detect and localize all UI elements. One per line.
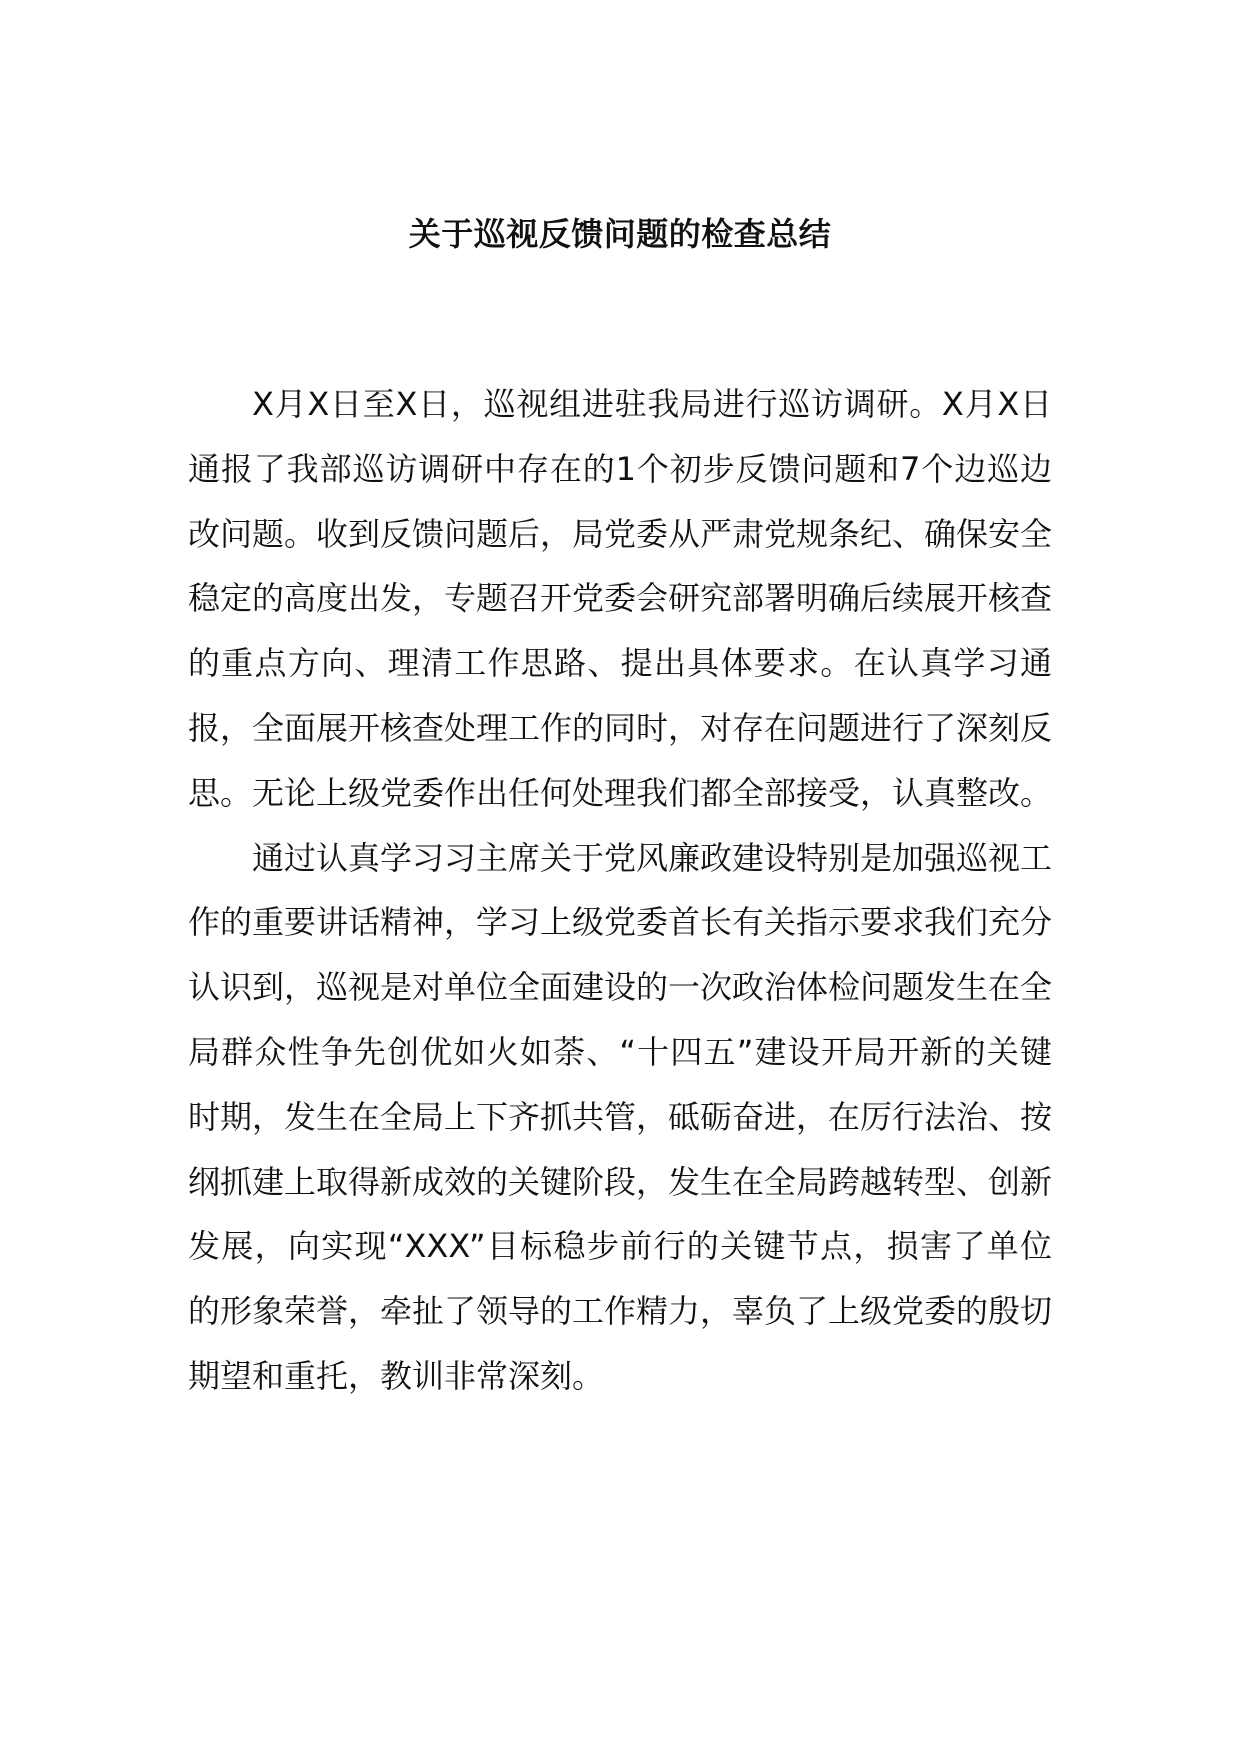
body-paragraph-1: X月X日至X日，巡视组进驻我局进行巡访调研。X月X日通报了我部巡访调研中存在的1个初步反馈问题和7个边巡边改问题。收到反馈问题后，局党委从严肃党规条纪、确保安全稳定的高度出发，专题召开党委会研究部署明确后续展开核查的重点方向、理清工作思路、提出具体要求。在认真学习通报，全面展开核查处理工作的同时，对存在问题进行了深刻反思。无论上级党委作出任何处理我们都全部接受，认真整改。 <box>188 385 1053 812</box>
document-body <box>188 372 1052 1409</box>
document-title: 关于巡视反馈问题的检查总结 <box>408 215 832 253</box>
body-paragraph-2: 通过认真学习习主席关于党风廉政建设特别是加强巡视工作的重要讲话精神，学习上级党委首长有关指示要求我们充分认识到，巡视是对单位全面建设的一次政治体检问题发生在全局群众性争先创优如火如荼、“十四五”建设开局开新的关键时期，发生在全局上下齐抓共管，砥砺奋进，在厉行法治、按纲抓建上取得新成效的关键阶段，发生在全局跨越转型、创新发展，向实现“XXX”目标稳步前行的关键节点，损害了单位的形象荣誉，牵扯了领导的工作精力，辜负了上级党委的殷切期望和重托，教训非常深刻。 <box>188 838 1053 1395</box>
